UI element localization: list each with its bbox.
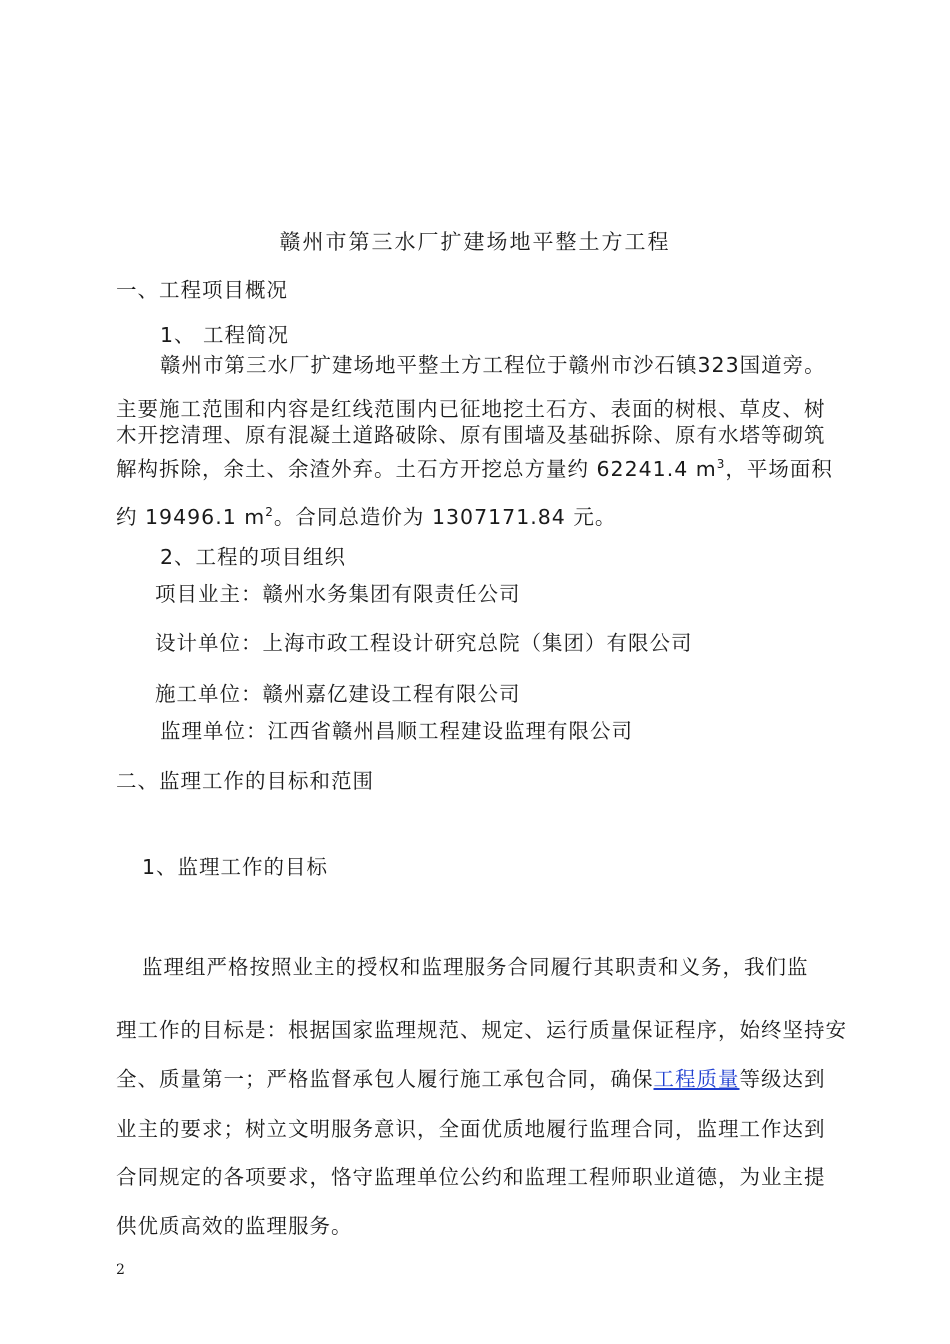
paragraph-line: 供优质高效的监理服务。	[116, 1214, 353, 1238]
section-heading-goals-scope: 二、监理工作的目标和范围	[116, 769, 374, 793]
org-designer: 设计单位：上海市政工程设计研究总院（集团）有限公司	[155, 631, 693, 655]
paragraph-text: 全、质量第一；严格监督承包人履行施工承包合同，确保	[116, 1067, 654, 1091]
site-area-text: 约 19496.1 m	[116, 505, 266, 529]
paragraph-line: 主要施工范围和内容是红线范围内已征地挖土石方、表面的树根、草皮、树	[116, 397, 826, 421]
paragraph-line: 理工作的目标是：根据国家监理规范、规定、运行质量保证程序，始终坚持安	[116, 1018, 847, 1042]
document-title: 赣州市第三水厂扩建场地平整土方工程	[279, 230, 671, 254]
paragraph-text: 等级达到	[739, 1067, 826, 1091]
superscript: 3	[716, 457, 726, 472]
paragraph-line: 监理组严格按照业主的授权和监理服务合同履行其职责和义务，我们监	[142, 955, 809, 979]
paragraph-line	[116, 500, 616, 530]
paragraph-text: ，平场面积	[725, 457, 833, 481]
section-heading-overview: 一、工程项目概况	[116, 278, 288, 302]
subheading-project-brief: 1、 工程简况	[160, 323, 290, 347]
paragraph-line: 业主的要求；树立文明服务意识，全面优质地履行监理合同，监理工作达到	[116, 1117, 826, 1141]
org-supervisor: 监理单位：江西省赣州昌顺工程建设监理有限公司	[160, 719, 633, 743]
paragraph-line	[116, 452, 833, 482]
paragraph-line	[116, 1062, 826, 1092]
org-builder: 施工单位：赣州嘉亿建设工程有限公司	[155, 682, 521, 706]
page-number: 2	[116, 1262, 125, 1278]
subheading-supervision-goals: 1、监理工作的目标	[142, 855, 329, 879]
org-owner: 项目业主：赣州水务集团有限责任公司	[155, 582, 521, 606]
paragraph-line: 合同规定的各项要求，恪守监理单位公约和监理工程师职业道德，为业主提	[116, 1165, 826, 1189]
paragraph-line: 木开挖清理、原有混凝土道路破除、原有围墙及基础拆除、原有水塔等砌筑	[116, 423, 826, 447]
contract-price-text: 。合同总造价为 1307171.84 元。	[273, 505, 617, 529]
subheading-project-organization: 2、工程的项目组织	[160, 545, 347, 569]
paragraph-line: 赣州市第三水厂扩建场地平整土方工程位于赣州市沙石镇323国道旁。	[160, 353, 826, 377]
earthwork-volume-text: 解构拆除，余土、余渣外弃。土石方开挖总方量约 62241.4 m	[116, 457, 717, 481]
engineering-quality-link[interactable]: 工程质量	[653, 1067, 740, 1091]
superscript: 2	[265, 505, 274, 520]
